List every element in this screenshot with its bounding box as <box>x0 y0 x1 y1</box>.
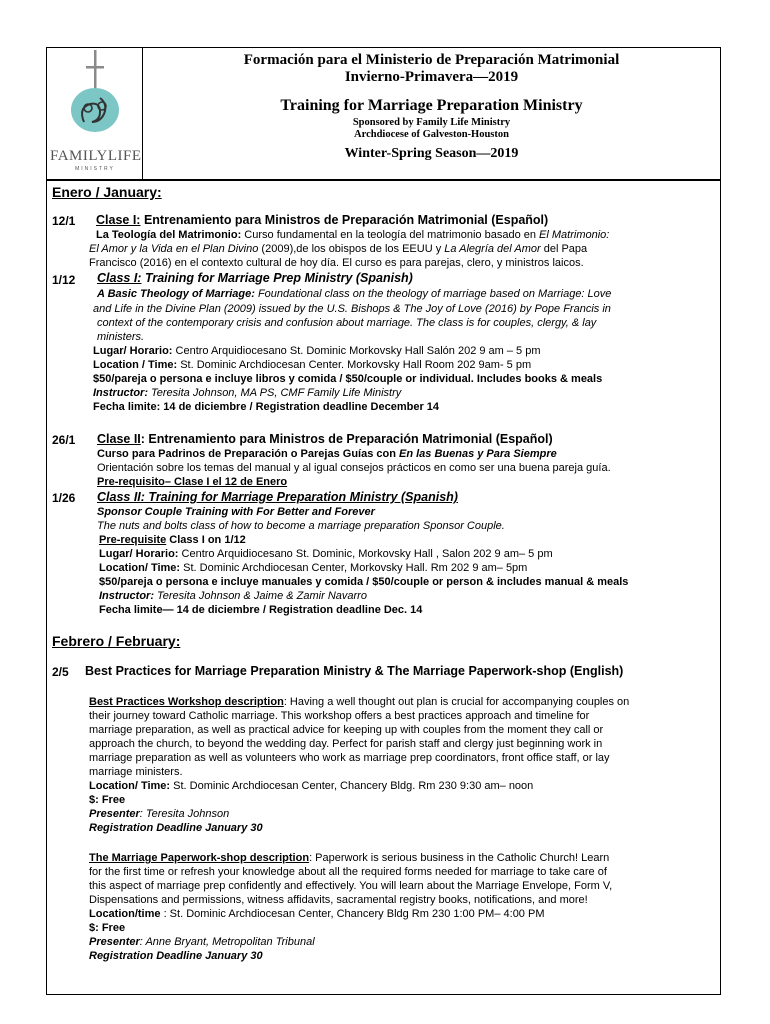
class1-line1 <box>96 229 609 241</box>
c2-instr-text: Teresita Johnson, MA PS, CMF Family Life Ministry <box>148 387 402 399</box>
bp-line3: marriage preparation, as well as practical advice for keeping up with couples from the moment they call or <box>89 724 604 736</box>
class2-deadline: Fecha limite: 14 de diciembre / Registration deadline December 14 <box>93 401 440 413</box>
logo-subtext: MINISTRY <box>75 166 115 172</box>
c4-place-bold: Lugar/ Horario: <box>99 548 179 560</box>
pw-line1 <box>89 852 609 864</box>
bp-presenter-text: : Teresita Johnson <box>139 808 230 820</box>
c4-loc-bold: Location/ Time: <box>99 562 181 574</box>
pw-deadline: Registration Deadline January 30 <box>89 950 263 962</box>
pw-line4: Dispensations and permissions, witness affidavits, sacramental registry books, notifications, and more! <box>89 894 588 906</box>
class2-label: Class I: <box>97 271 142 285</box>
class2-instructor <box>93 387 401 399</box>
class2-location <box>93 359 531 371</box>
pw-line2: for the first time or refresh your knowledge about all the required forms needed for marriage to take care of <box>89 866 607 878</box>
archdiocese-line: Archdiocese of Galveston-Houston <box>354 129 509 140</box>
class1-date: 12/1 <box>52 214 76 228</box>
pw-presenter-bold: Presenter <box>89 936 140 948</box>
c2-place-bold: Lugar/ Horario: <box>93 345 173 357</box>
bp-presenter <box>89 808 229 820</box>
c3-l1-text: Curso para Padrinos de Preparación o Parejas Guías con <box>97 448 399 460</box>
class2-title-text: Training for Marriage Prep Ministry (Spanish) <box>141 271 413 285</box>
c4-instr-bold: Instructor: <box>99 590 154 602</box>
bp-location <box>89 780 533 792</box>
c1-l2-italic: El Amor y la Vida en el Plan Divino <box>89 243 259 255</box>
class4-prereq <box>99 534 246 546</box>
bp-l1-text: : Having a well thought out plan is crucial for accompanying couples on <box>283 696 630 708</box>
class2-line4: ministers. <box>97 331 145 343</box>
class2-title <box>97 271 413 285</box>
february-heading: Febrero / February: <box>52 633 181 649</box>
c2-instr-bold: Instructor: <box>93 387 148 399</box>
family-life-logo <box>50 50 140 176</box>
bp-line1 <box>89 696 629 708</box>
class3-title <box>97 432 553 446</box>
class1-line3: Francisco (2016) en el contexto cultural de hoy día. El curso es para parejas, clero, y ministros laicos. <box>89 257 584 269</box>
class4-deadline: Fecha limite— 14 de diciembre / Registration deadline Dec. 14 <box>99 604 423 616</box>
bp-line6: marriage ministers. <box>89 766 183 778</box>
c1-l1-bold: La Teología del Matrimonio: <box>96 229 242 241</box>
header-divider <box>46 179 721 181</box>
season-es: Invierno-Primavera—2019 <box>344 69 519 85</box>
feb-date: 2/5 <box>52 665 69 679</box>
pw-presenter <box>89 936 315 948</box>
class1-title <box>96 213 548 227</box>
class4-instructor <box>99 590 367 602</box>
class3-title-text: : Entrenamiento para Ministros de Preparación Matrimonial (Español) <box>140 432 553 446</box>
pw-presenter-text: : Anne Bryant, Metropolitan Tribunal <box>139 936 315 948</box>
title-es: Formación para el Ministerio de Preparación Matrimonial <box>243 52 620 68</box>
feb-title: Best Practices for Marriage Preparation Ministry & The Marriage Paperwork-shop (English) <box>85 664 624 678</box>
pw-loc-text: : St. Dominic Archdiocesan Center, Chancery Bldg Rm 230 1:00 PM– 4:00 PM <box>160 908 545 920</box>
pw-line3: this aspect of marriage prep confidently and effectively. You will learn about the Marriage Envelope, Form V, <box>89 880 613 892</box>
class3-label: Clase II <box>97 432 141 446</box>
c2-loc-bold: Location / Time: <box>93 359 178 371</box>
page-header <box>142 52 721 162</box>
c4-loc-text: St. Dominic Archdiocesan Center, Morkovsky Hall. Rm 202 9 am– 5pm <box>180 562 528 574</box>
c2-l1-text: Foundational class on the theology of marriage based on Marriage: Love <box>254 288 612 300</box>
c4-instr-text: Teresita Johnson & Jaime & Zamir Navarro <box>154 590 367 602</box>
pw-fee: $: Free <box>89 922 126 934</box>
pw-loc-bold: Location/time <box>89 908 161 920</box>
class2-place <box>93 345 541 357</box>
class1-title-text: Entrenamiento para Ministros de Preparación Matrimonial (Español) <box>140 213 549 227</box>
class4-price: $50/pareja o persona e incluye manuales y comida / $50/couple or person & includes manual & meals <box>99 576 629 588</box>
class3-line2: Orientación sobre los temas del manual y al igual consejos prácticos en como ser una buena pareja guía. <box>97 462 611 474</box>
c1-l2-italic2: La Alegría del Amor <box>444 243 541 255</box>
bp-label: Best Practices Workshop description <box>89 696 284 708</box>
c1-l2-end: del Papa <box>540 243 588 255</box>
class4-place <box>99 548 553 560</box>
bp-deadline: Registration Deadline January 30 <box>89 822 263 834</box>
january-heading: Enero / January: <box>52 184 162 200</box>
class4-line2: The nuts and bolts class of how to become a marriage preparation Sponsor Couple. <box>97 520 505 532</box>
sponsor-line: Sponsored by Family Life Ministry <box>352 117 511 128</box>
pw-location <box>89 908 544 920</box>
pw-label: The Marriage Paperwork-shop description <box>89 852 310 864</box>
c1-l2-text: (2009),de los obispos de los EEUU y <box>258 243 445 255</box>
c4-pre-label: Pre-requisite <box>99 534 167 546</box>
class1-label: Clase I: <box>96 213 141 227</box>
c1-l1-italic: El Matrimonio: <box>539 229 610 241</box>
logo-text: FAMILYLIFE <box>50 148 142 164</box>
bp-line2: their journey toward Catholic marriage. This workshop offers a best practices approach and timeline for <box>89 710 590 722</box>
bp-loc-text: St. Dominic Archdiocesan Center, Chancery Bldg. Rm 230 9:30 am– noon <box>170 780 534 792</box>
bp-line4: approach the church, to beyond the wedding day. Perfect for parish staff and clergy just beginning work in <box>89 738 603 750</box>
class4-title: Class II: Training for Marriage Preparation Ministry (Spanish) <box>97 490 458 504</box>
c2-place-text: Centro Arquidiocesano St. Dominic Morkovsky Hall Salón 202 9 am – 5 pm <box>172 345 541 357</box>
class3-date: 26/1 <box>52 433 76 447</box>
c2-loc-text: St. Dominic Archdiocesan Center. Morkovsky Hall Room 202 9am- 5 pm <box>177 359 532 371</box>
class4-date: 1/26 <box>52 491 76 505</box>
class2-line1 <box>97 288 611 300</box>
class2-date: 1/12 <box>52 273 76 287</box>
c3-l1-italic: En las Buenas y Para Siempre <box>399 448 557 460</box>
pw-l1-text: : Paperwork is serious business in the Catholic Church! Learn <box>309 852 610 864</box>
class2-line3: context of the contemporary crisis and confusion about marriage. The class is for couples, clergy, & lay <box>97 317 597 329</box>
title-en: Training for Marriage Preparation Ministry <box>280 97 583 114</box>
class4-line1: Sponsor Couple Training with For Better and Forever <box>97 506 375 518</box>
c4-pre-text: Class I on 1/12 <box>166 534 246 546</box>
class2-price: $50/pareja o persona e incluye libros y comida / $50/couple or individual. Includes books & meals <box>93 373 603 385</box>
class3-line1 <box>97 448 557 460</box>
season-en: Winter-Spring Season—2019 <box>344 146 519 161</box>
class1-line2 <box>89 243 587 255</box>
c1-l1-text: Curso fundamental en la teología del matrimonio basado en <box>241 229 540 241</box>
bp-fee: $: Free <box>89 794 126 806</box>
bp-loc-bold: Location/ Time: <box>89 780 171 792</box>
class3-prereq: Pre-requisito– Clase I el 12 de Enero <box>97 476 288 488</box>
bp-line5: marriage preparation as well as volunteers who work as marriage prep coordinators, front office staff, or lay <box>89 752 610 764</box>
bp-presenter-bold: Presenter <box>89 808 140 820</box>
class4-location <box>99 562 527 574</box>
c4-place-text: Centro Arquidiocesano St. Dominic, Morkovsky Hall , Salon 202 9 am– 5 pm <box>178 548 553 560</box>
c2-l1-bold: A Basic Theology of Marriage: <box>97 288 255 300</box>
class2-line2: and Life in the Divine Plan (2009) issued by the U.S. Bishops & The Joy of Love (2016) by Pope Francis in <box>93 303 611 315</box>
